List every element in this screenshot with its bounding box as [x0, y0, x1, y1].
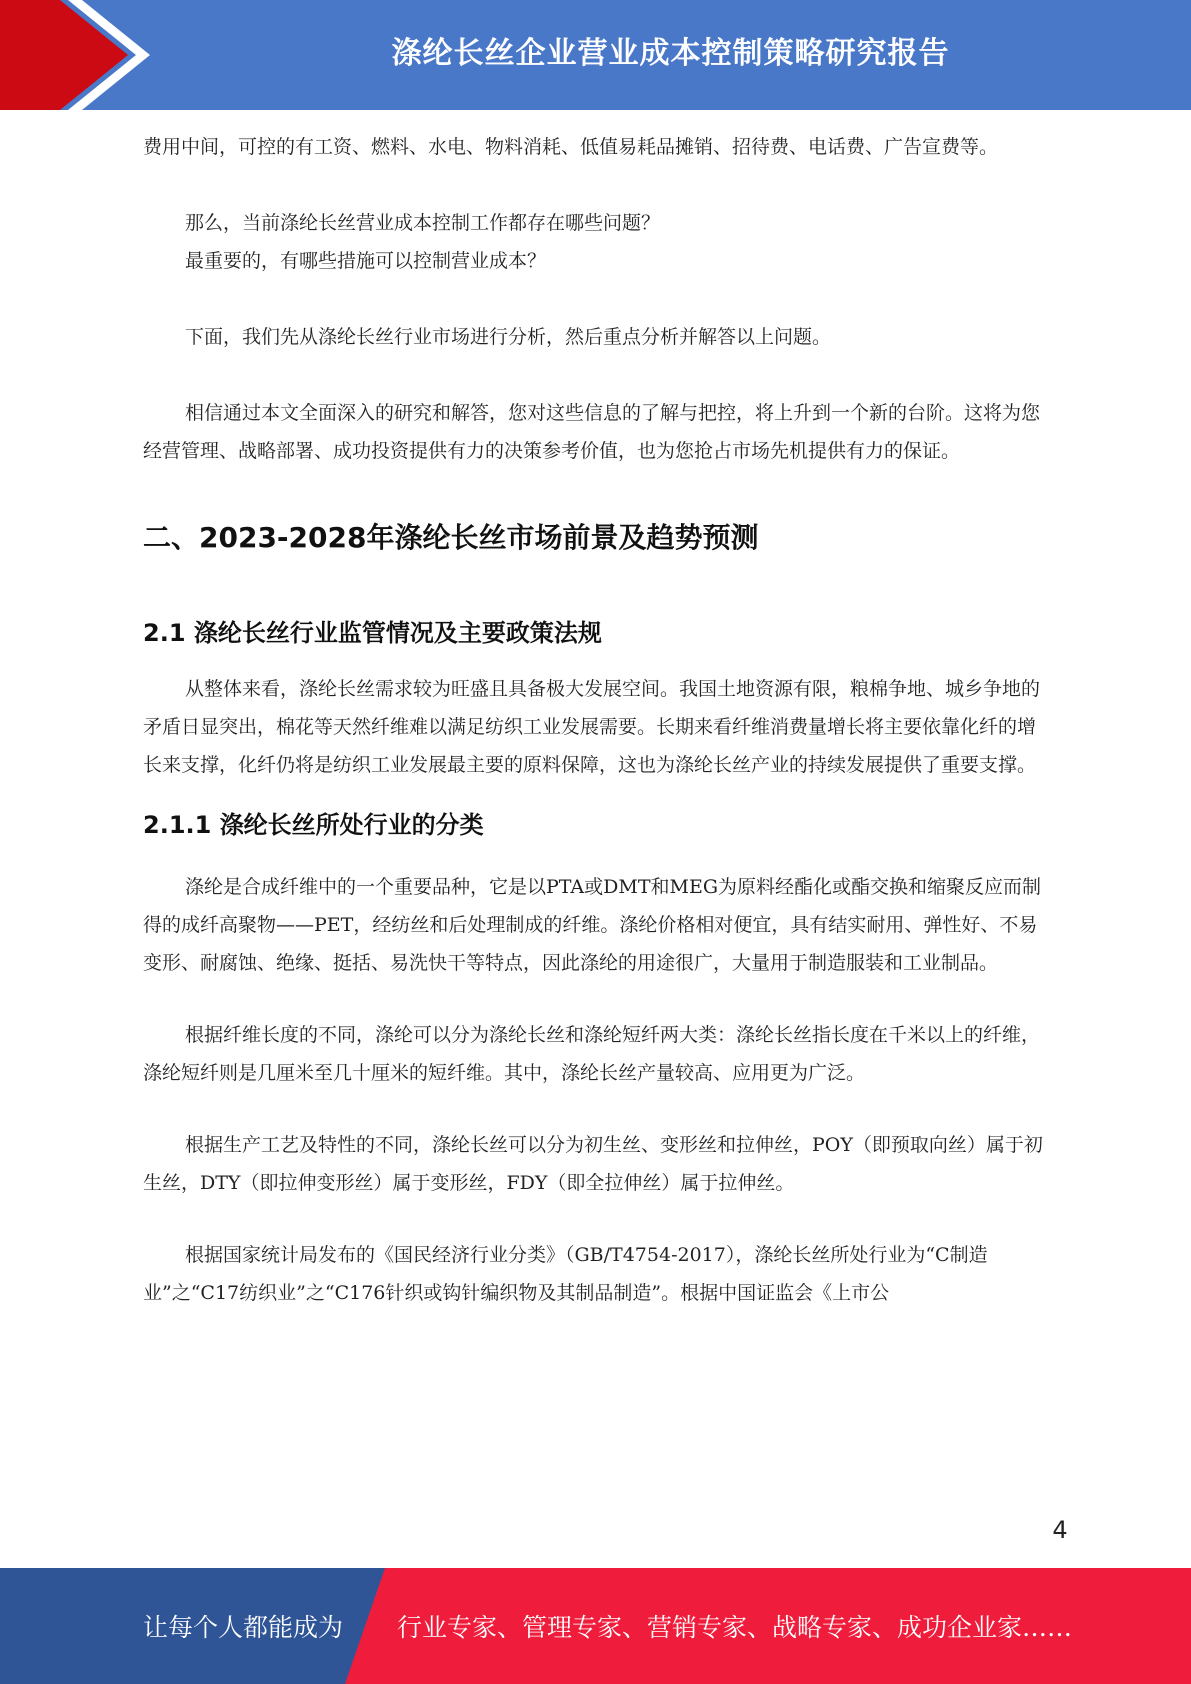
- question-2: 最重要的，有哪些措施可以控制营业成本？: [185, 250, 547, 272]
- section-heading: 二、2023-2028年涤纶长丝市场前景及趋势预测: [143, 521, 759, 554]
- sub-subsection-heading: 2.1.1 涤纶长丝所处行业的分类: [143, 811, 484, 839]
- footer-slogan-right: 行业专家、管理专家、营销专家、战略专家、成功企业家……: [397, 1613, 1073, 1642]
- page-number: 4: [1052, 1516, 1068, 1544]
- paragraph: 根据生产工艺及特性的不同，涤纶长丝可以分为初生丝、变形丝和拉伸丝，POY（即预取向丝）属于初生丝，DTY（即拉伸变形丝）属于变形丝，FDY（即全拉伸丝）属于拉伸丝。: [143, 1134, 1043, 1194]
- question-1: 那么，当前涤纶长丝营业成本控制工作都存在哪些问题？: [185, 212, 661, 234]
- paragraph: 下面，我们先从涤纶长丝行业市场进行分析，然后重点分析并解答以上问题。: [185, 326, 832, 348]
- report-title: 涤纶长丝企业营业成本控制策略研究报告: [391, 36, 950, 71]
- paragraph: 根据纤维长度的不同，涤纶可以分为涤纶长丝和涤纶短纤两大类：涤纶长丝指长度在千米以上的纤维，涤纶短纤则是几厘米至几十厘米的短纤维。其中，涤纶长丝产量较高、应用更为广泛。: [143, 1024, 1041, 1084]
- paragraph: 费用中间，可控的有工资、燃料、水电、物料消耗、低值易耗品摊销、招待费、电话费、广告宣费等。: [143, 136, 999, 158]
- page-header: [0, 0, 1191, 110]
- page-footer: [0, 1568, 1191, 1684]
- paragraph: 相信通过本文全面深入的研究和解答，您对这些信息的了解与把控，将上升到一个新的台阶。这将为您经营管理、战略部署、成功投资提供有力的决策参考价值，也为您抢占市场先机提供有力的保证。: [143, 402, 1041, 462]
- paragraph: 从整体来看，涤纶长丝需求较为旺盛且具备极大发展空间。我国土地资源有限，粮棉争地、城乡争地的矛盾日显突出，棉花等天然纤维难以满足纺织工业发展需要。长期来看纤维消费量增长将主要依靠化纤的增长来支撑，化纤仍将是纺织工业发展最主要的原料保障，这也为涤纶长丝产业的持续发展提供了重要支撑。: [143, 678, 1041, 776]
- page-content: [143, 128, 1045, 1312]
- paragraph: 涤纶是合成纤维中的一个重要品种，它是以PTA或DMT和MEG为原料经酯化或酯交换和缩聚反应而制得的成纤高聚物——PET，经纺丝和后处理制成的纤维。涤纶价格相对便宜，具有结实耐用、弹性好、不易变形、耐腐蚀、绝缘、挺括、易洗快干等特点，因此涤纶的用途很广，大量用于制造服装和工业制品。: [143, 876, 1042, 974]
- paragraph: 根据国家统计局发布的《国民经济行业分类》（GB/T4754-2017），涤纶长丝所处行业为“C制造业”之“C17纺织业”之“C176针织或钩针编织物及其制品制造”。根据中国证监会《上市公: [143, 1244, 988, 1304]
- footer-slogan-left: 让每个人都能成为: [143, 1613, 344, 1642]
- subsection-heading: 2.1 涤纶长丝行业监管情况及主要政策法规: [143, 619, 602, 647]
- header-arrow-decoration: [0, 0, 160, 110]
